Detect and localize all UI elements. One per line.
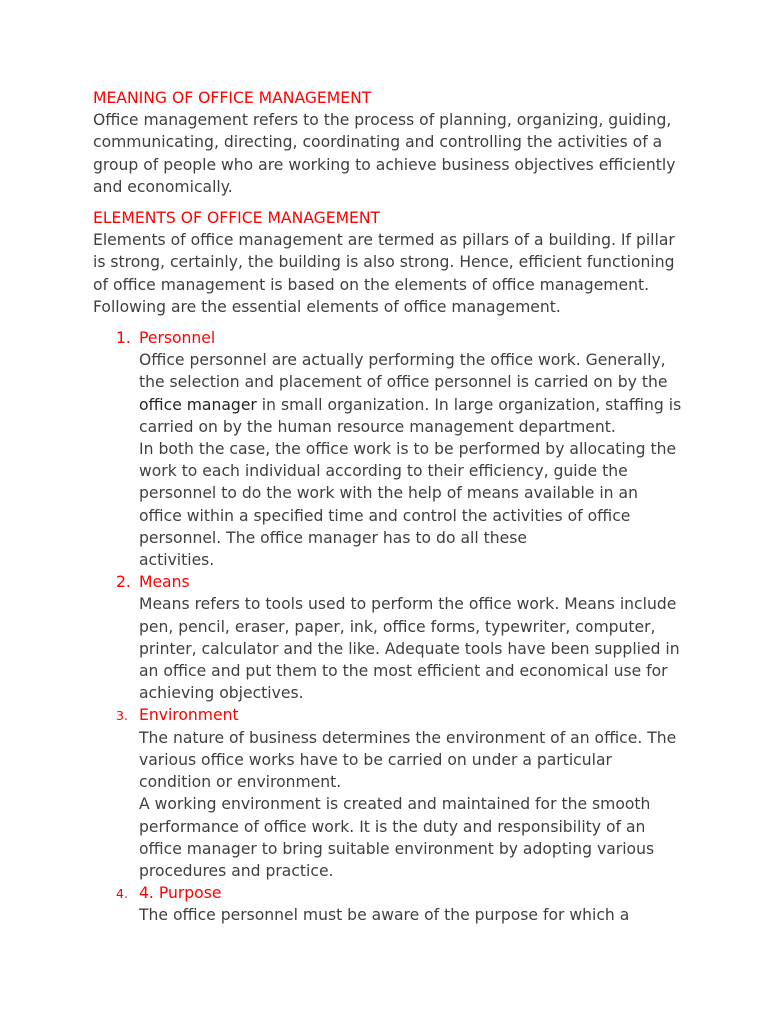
elements-list — [93, 327, 683, 926]
list-item-personnel — [93, 327, 683, 571]
list-marker: 3. — [116, 708, 128, 724]
spacer — [93, 198, 683, 207]
document-body — [93, 87, 683, 927]
office-manager-link[interactable]: office manager — [139, 395, 257, 414]
text-run: in small organization. In large organization, staffing is carried on by the human resource management department. — [139, 395, 682, 436]
item-text-means: Means refers to tools used to perform the office work. Means include pen, pencil, eraser, paper, ink, office forms, typewriter, computer, printer, calculator and the like. Adequate tools have been supplied in an office and put them to the most efficient and economical use for achieving objectives. — [139, 595, 680, 703]
item-text-personnel-2: In both the case, the office work is to be performed by allocating the work to each individual according to their efficiency, guide the personnel to do the work with the help of means available in an office within a specified time and control the activities of office personnel. The office manager has to do all these — [139, 440, 677, 547]
item-title-environment: Environment — [139, 706, 239, 725]
item-text-personnel-1 — [139, 349, 683, 438]
item-title-purpose: 4. Purpose — [139, 884, 222, 903]
list-item-means — [93, 571, 683, 704]
section-text-elements: Elements of office management are termed as pillars of a building. If pillar is strong, certainly, the building is also strong. Hence, efficient functioning of office management is based on the elements of office management. Following are the essential elements of office management. — [93, 231, 675, 316]
section-heading-meaning: MEANING OF OFFICE MANAGEMENT — [93, 89, 372, 107]
list-marker: 1. — [116, 329, 131, 348]
list-marker: 4. — [116, 886, 128, 902]
list-item-purpose — [93, 882, 683, 926]
text-run: Office personnel are actually performing the office work. Generally, the selection and placement of office personnel is carried on by the — [139, 351, 668, 392]
list-item-environment — [93, 704, 683, 882]
section-text-meaning: Office management refers to the process of planning, organizing, guiding, communicating, directing, coordinating and controlling the activities of a group of people who are working to achieve business objectives efficiently and economically. — [93, 111, 676, 196]
item-text-environment-1: The nature of business determines the environment of an office. The various office works have to be carried on under a particular condition or environment. — [139, 728, 677, 792]
item-text-environment-2: A working environment is created and maintained for the smooth performance of office work. It is the duty and responsibility of an office manager to bring suitable environment by adopting various procedures and practice. — [139, 795, 655, 880]
list-marker: 2. — [116, 573, 131, 592]
item-title-personnel: Personnel — [139, 329, 216, 348]
item-text-purpose: The office personnel must be aware of the purpose for which a — [139, 906, 630, 925]
item-text-personnel-3: activities. — [139, 551, 215, 570]
item-title-means: Means — [139, 573, 190, 592]
section-heading-elements: ELEMENTS OF OFFICE MANAGEMENT — [93, 209, 381, 228]
